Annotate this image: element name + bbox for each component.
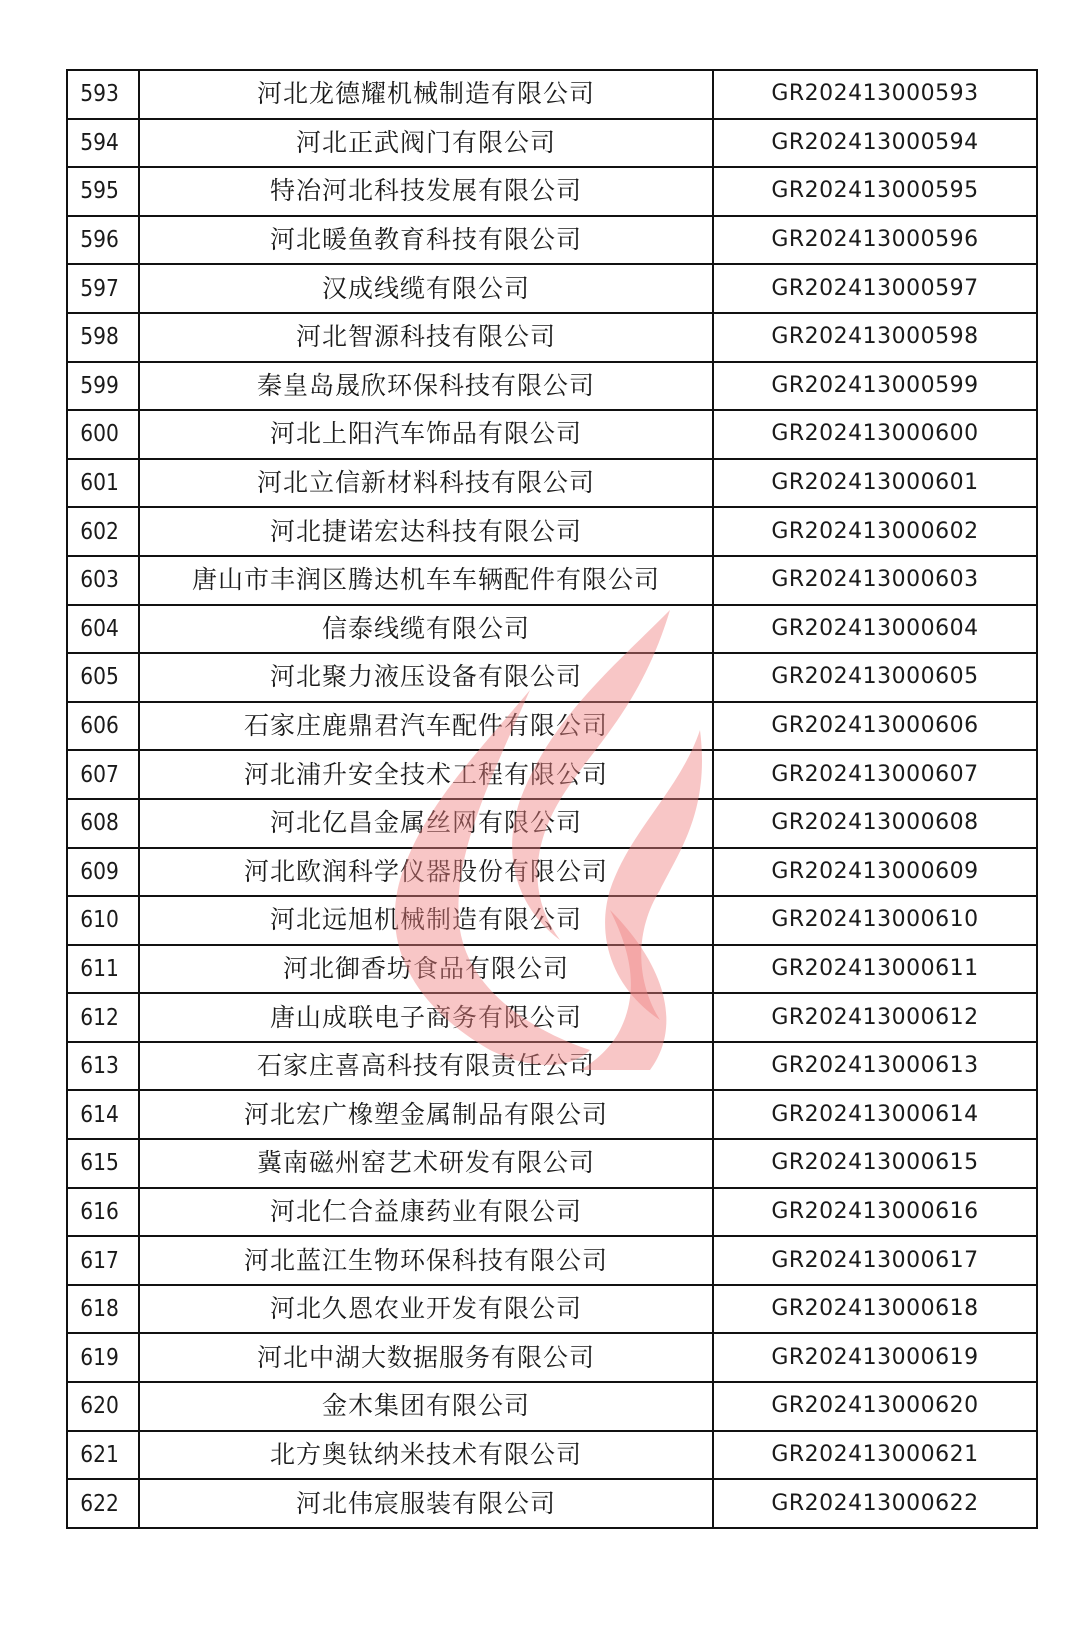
row-certificate-code: GR202413000612 (713, 993, 1037, 1042)
row-certificate-code: GR202413000610 (713, 896, 1037, 945)
row-seq-number: 611 (67, 945, 130, 994)
table-row (67, 507, 1037, 556)
row-seq-number: 599 (67, 362, 130, 411)
table-row (67, 362, 1037, 411)
table-row (67, 1042, 1037, 1091)
table-row (67, 70, 1037, 119)
row-certificate-code: GR202413000606 (713, 702, 1037, 751)
row-seq-number: 613 (67, 1042, 130, 1091)
row-seq-number: 620 (67, 1382, 130, 1431)
row-certificate-code: GR202413000595 (713, 167, 1037, 216)
table-row (67, 459, 1037, 508)
row-certificate-code: GR202413000607 (713, 750, 1037, 799)
row-certificate-code: GR202413000622 (713, 1479, 1037, 1528)
row-seq-number: 605 (67, 653, 130, 702)
row-certificate-code: GR202413000593 (713, 70, 1037, 119)
table-row (67, 1090, 1037, 1139)
row-certificate-code: GR202413000609 (713, 848, 1037, 897)
enterprise-list-table (66, 69, 1038, 1529)
table-row (67, 167, 1037, 216)
row-company-name: 河北蓝江生物环保科技有限公司 (139, 1236, 713, 1285)
row-certificate-code: GR202413000599 (713, 362, 1037, 411)
row-company-name: 河北暖鱼教育科技有限公司 (139, 216, 713, 265)
row-seq-number: 598 (67, 313, 130, 362)
row-certificate-code: GR202413000605 (713, 653, 1037, 702)
row-company-name: 河北捷诺宏达科技有限公司 (139, 507, 713, 556)
row-certificate-code: GR202413000598 (713, 313, 1037, 362)
row-seq-number: 594 (67, 119, 130, 168)
row-certificate-code: GR202413000608 (713, 799, 1037, 848)
row-certificate-code: GR202413000618 (713, 1285, 1037, 1334)
row-seq-number: 608 (67, 799, 130, 848)
row-company-name: 河北智源科技有限公司 (139, 313, 713, 362)
row-seq-number: 607 (67, 750, 130, 799)
row-company-name: 河北龙德耀机械制造有限公司 (139, 70, 713, 119)
row-seq-number: 617 (67, 1236, 130, 1285)
table-body (67, 70, 1037, 1528)
row-certificate-code: GR202413000596 (713, 216, 1037, 265)
row-seq-number: 618 (67, 1285, 130, 1334)
row-company-name: 金木集团有限公司 (139, 1382, 713, 1431)
row-company-name: 河北欧润科学仪器股份有限公司 (139, 848, 713, 897)
row-certificate-code: GR202413000621 (713, 1431, 1037, 1480)
row-company-name: 唐山市丰润区腾达机车车辆配件有限公司 (139, 556, 713, 605)
table-row (67, 605, 1037, 654)
table-row (67, 1479, 1037, 1528)
row-certificate-code: GR202413000611 (713, 945, 1037, 994)
row-certificate-code: GR202413000594 (713, 119, 1037, 168)
row-certificate-code: GR202413000617 (713, 1236, 1037, 1285)
row-company-name: 石家庄喜高科技有限责任公司 (139, 1042, 713, 1091)
row-seq-number: 619 (67, 1333, 130, 1382)
row-company-name: 信泰线缆有限公司 (139, 605, 713, 654)
row-company-name: 河北中湖大数据服务有限公司 (139, 1333, 713, 1382)
row-company-name: 冀南磁州窑艺术研发有限公司 (139, 1139, 713, 1188)
table-row (67, 313, 1037, 362)
table-row (67, 216, 1037, 265)
row-company-name: 河北远旭机械制造有限公司 (139, 896, 713, 945)
table-row (67, 702, 1037, 751)
row-company-name: 特冶河北科技发展有限公司 (139, 167, 713, 216)
table-row (67, 1431, 1037, 1480)
row-company-name: 唐山成联电子商务有限公司 (139, 993, 713, 1042)
row-seq-number: 614 (67, 1090, 130, 1139)
row-company-name: 汉成线缆有限公司 (139, 264, 713, 313)
row-certificate-code: GR202413000604 (713, 605, 1037, 654)
row-company-name: 河北上阳汽车饰品有限公司 (139, 410, 713, 459)
row-seq-number: 593 (67, 70, 130, 119)
table-row (67, 896, 1037, 945)
table-row (67, 1236, 1037, 1285)
row-seq-number: 602 (67, 507, 130, 556)
table-row (67, 1285, 1037, 1334)
row-certificate-code: GR202413000619 (713, 1333, 1037, 1382)
row-company-name: 河北浦升安全技术工程有限公司 (139, 750, 713, 799)
table-row (67, 799, 1037, 848)
row-certificate-code: GR202413000620 (713, 1382, 1037, 1431)
table-row (67, 945, 1037, 994)
row-seq-number: 621 (67, 1431, 130, 1480)
row-seq-number: 600 (67, 410, 130, 459)
row-seq-number: 615 (67, 1139, 130, 1188)
row-company-name: 河北久恩农业开发有限公司 (139, 1285, 713, 1334)
table-row (67, 750, 1037, 799)
row-seq-number: 610 (67, 896, 130, 945)
table-row (67, 848, 1037, 897)
table-row (67, 1333, 1037, 1382)
row-company-name: 河北伟宸服装有限公司 (139, 1479, 713, 1528)
row-seq-number: 603 (67, 556, 130, 605)
table-row (67, 993, 1037, 1042)
row-company-name: 河北正武阀门有限公司 (139, 119, 713, 168)
table-row (67, 119, 1037, 168)
row-seq-number: 606 (67, 702, 130, 751)
row-company-name: 石家庄鹿鼎君汽车配件有限公司 (139, 702, 713, 751)
table-row (67, 1139, 1037, 1188)
table-row (67, 653, 1037, 702)
row-certificate-code: GR202413000600 (713, 410, 1037, 459)
row-company-name: 河北聚力液压设备有限公司 (139, 653, 713, 702)
row-certificate-code: GR202413000615 (713, 1139, 1037, 1188)
row-seq-number: 595 (67, 167, 130, 216)
row-company-name: 秦皇岛晟欣环保科技有限公司 (139, 362, 713, 411)
table-row (67, 556, 1037, 605)
row-seq-number: 622 (67, 1479, 130, 1528)
row-certificate-code: GR202413000616 (713, 1188, 1037, 1237)
row-seq-number: 609 (67, 848, 130, 897)
row-company-name: 河北御香坊食品有限公司 (139, 945, 713, 994)
row-seq-number: 601 (67, 459, 130, 508)
table-row (67, 410, 1037, 459)
row-seq-number: 597 (67, 264, 130, 313)
row-company-name: 河北宏广橡塑金属制品有限公司 (139, 1090, 713, 1139)
table-row (67, 264, 1037, 313)
row-certificate-code: GR202413000613 (713, 1042, 1037, 1091)
row-certificate-code: GR202413000601 (713, 459, 1037, 508)
row-certificate-code: GR202413000597 (713, 264, 1037, 313)
table-row (67, 1188, 1037, 1237)
row-company-name: 河北立信新材料科技有限公司 (139, 459, 713, 508)
row-certificate-code: GR202413000603 (713, 556, 1037, 605)
table-row (67, 1382, 1037, 1431)
row-certificate-code: GR202413000602 (713, 507, 1037, 556)
row-seq-number: 616 (67, 1188, 130, 1237)
row-certificate-code: GR202413000614 (713, 1090, 1037, 1139)
row-company-name: 河北仁合益康药业有限公司 (139, 1188, 713, 1237)
row-seq-number: 596 (67, 216, 130, 265)
row-company-name: 河北亿昌金属丝网有限公司 (139, 799, 713, 848)
row-seq-number: 612 (67, 993, 130, 1042)
row-company-name: 北方奥钛纳米技术有限公司 (139, 1431, 713, 1480)
row-seq-number: 604 (67, 605, 130, 654)
